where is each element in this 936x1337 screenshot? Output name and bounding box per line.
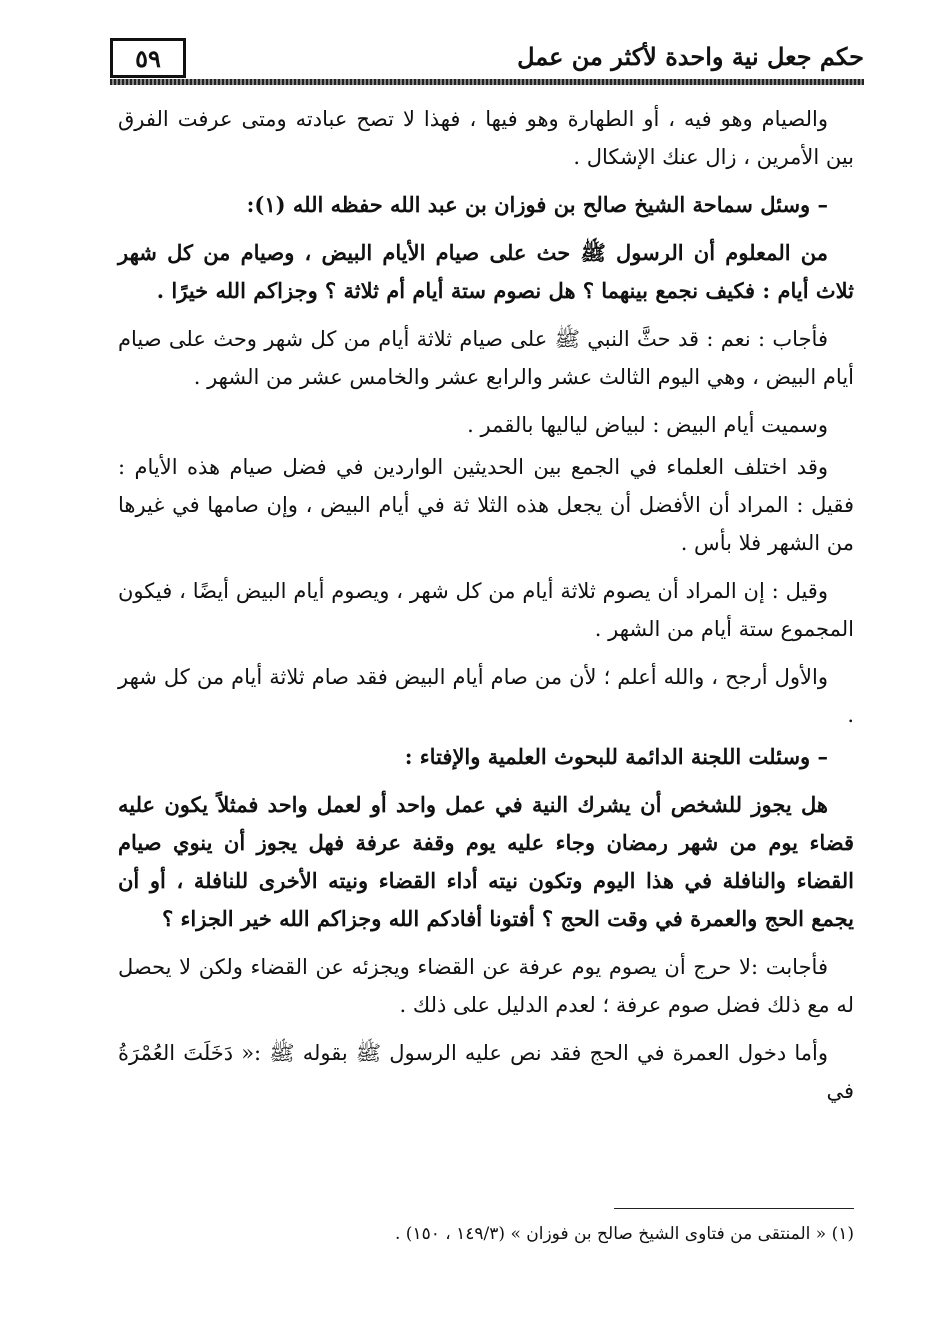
question-text: هل يجوز للشخص أن يشرك النية في عمل واحد أو لعمل واحد فمثلاً يكون عليه قضاء يوم من شهر رمضان وجاء عليه يوم وقفة عرفة فهل يجوز أن ينوي صيام القضاء والنافلة في هذا اليوم وتكون نيته أداء القضاء ونيته الأخرى للنافلة ، أو أن يجمع الحج والعمرة في وقت الحج ؟ أفتونا أفادكم الله وجزاكم الله خير الجزاء ؟	[118, 792, 854, 931]
header-divider	[110, 79, 864, 85]
paragraph: والصيام وهو فيه ، أو الطهارة وهو فيها ، فهذا لا تصح عبادته ومتى عرفت الفرق بين الأمرين ، زال عنك الإشكال .	[118, 107, 854, 169]
paragraph: وسميت أيام البيض : لبياض لياليها بالقمر .	[467, 413, 828, 437]
answer-paragraph: فأجابت :لا حرج أن يصوم يوم عرفة عن القضاء ويجزئه عن القضاء ولكن لا يحصل له مع ذلك فضل صوم عرفة ؛ لعدم الدليل على ذلك .	[118, 955, 854, 1017]
page-number: ٥٩	[110, 38, 186, 78]
page-header	[110, 38, 864, 82]
body-text	[118, 100, 854, 1120]
question-heading: – وسئل سماحة الشيخ صالح بن فوزان بن عبد الله حفظه الله (١):	[246, 192, 828, 217]
paragraph: وقيل : إن المراد أن يصوم ثلاثة أيام من كل شهر ، ويصوم أيام البيض أيضًا ، فيكون المجموع ستة أيام من الشهر .	[118, 579, 854, 641]
paragraph: وقد اختلف العلماء في الجمع بين الحديثين الواردين في فضل صيام هذه الأيام : فقيل : المراد أن الأفضل أن يجعل هذه الثلا ثة في أيام البيض ، وإن صامها في غيرها من الشهر فلا بأس .	[118, 455, 854, 555]
footnote-divider	[614, 1208, 854, 1209]
paragraph: والأول أرجح ، والله أعلم ؛ لأن من صام أيام البيض فقد صام ثلاثة أيام من كل شهر .	[118, 665, 854, 727]
question-text: من المعلوم أن الرسول ﷺ حث على صيام الأيام البيض ، وصيام من كل شهر ثلاث أيام : فكيف نجمع بينهما ؟ هل نصوم ستة أيام أم ثلاثة ؟ وجزاكم الله خيرًا .	[118, 240, 854, 303]
question-heading: – وسئلت اللجنة الدائمة للبحوث العلمية والإفتاء :	[404, 744, 828, 769]
footnote: (١) « المنتقى من فتاوى الشيخ صالح بن فوزان » (١٤٩/٣ ، ١٥٠) .	[394, 1224, 854, 1244]
paragraph: وأما دخول العمرة في الحج فقد نص عليه الرسول ﷺ بقوله ﷺ :« دَخَلَتَ العُمْرَةُ في	[118, 1041, 854, 1103]
page-title: حكم جعل نية واحدة لأكثر من عمل	[517, 42, 864, 71]
answer-paragraph: فأجاب : نعم : قد حثَّ النبي ﷺ على صيام ثلاثة أيام من كل شهر وحث على صيام أيام البيض ، وهي اليوم الثالث عشر والرابع عشر والخامس عشر من الشهر .	[118, 327, 854, 389]
